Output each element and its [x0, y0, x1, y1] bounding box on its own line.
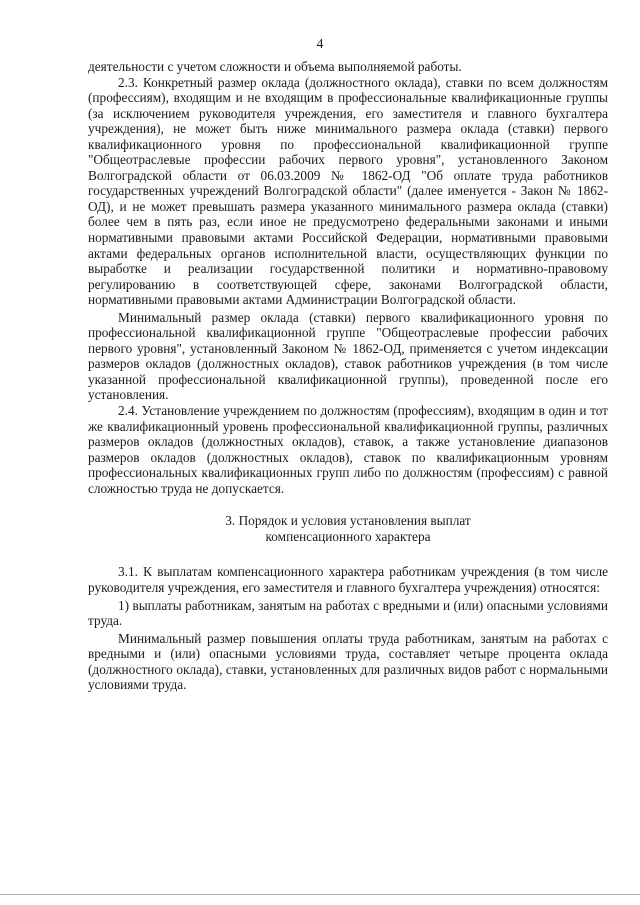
document-body [88, 59, 608, 693]
section-heading-line1: 3. Порядок и условия установления выплат [225, 513, 471, 529]
paragraph-3-1: 3.1. К выплатам компенсационного характера работникам учреждения (в том числе руководителя учреждения, его заместителя и главного бухгалтера учреждения) относятся: [88, 564, 608, 595]
paragraph-item-1: 1) выплаты работникам, занятым на работах с вредными и (или) опасными условиями труда. [88, 597, 608, 629]
paragraph-2-3: 2.3. Конкретный размер оклада (должностного оклада), ставки по всем должностям (профессиям), входящим и не входящим в профессиональные квалификационные группы (за исключением руководителя учреждения, его заместителя и главного бухгалтера учреждения), не может быть ниже минимального размера оклада (ставки) первого квалификационного уровня по профессиональной квалификационной группе "Общеотраслевые профессии рабочих первого уровня", установленного Законом Волгоградской области от 06.03.2009 № 1862-ОД "Об оплате труда работников государственных учреждений Волгоградской области" (далее именуется - Закон № 1862-ОД), и не может превышать размера указанного минимального размера оклада (ставки) более чем в пять раз, если иное не предусмотрено федеральными законами и иными нормативными правовыми актами Российской Федерации, нормативными правовыми актами федеральных органов исполнительной власти, осуществляющих функции по выработке и реализации государственной политики и нормативно-правовому регулированию в соответствующей сфере, законами Волгоградской области, нормативными правовыми актами Администрации Волгоградской области. [88, 74, 608, 308]
paragraph-continuation: деятельности с учетом сложности и объема выполняемой работы. [88, 59, 462, 74]
page-number: 4 [316, 36, 324, 51]
paragraph-min-increase: Минимальный размер повышения оплаты труда работникам, занятым на работах с вредными и (или) опасными условиями труда, составляет четыре процента оклада (должностного оклада), ставки, установленных для различных видов работ с нормальными условиями труда. [88, 630, 608, 693]
section-heading-line2: компенсационного характера [265, 528, 431, 544]
paragraph-min-salary: Минимальный размер оклада (ставки) первого квалификационного уровня по профессиональной квалификационной группе "Общеотраслевые профессии рабочих первого уровня", установленный Законом № 1862-ОД, применяется с учетом индексации размеров окладов (должностных окладов), ставок работников учреждения (в том числе указанной профессиональной квалификационной группы), проведенной после его установления. [88, 309, 608, 403]
scan-bottom-edge [0, 894, 640, 895]
paragraph-2-4: 2.4. Установление учреждением по должностям (профессиям), входящим в один и тот же квалификационный уровень профессиональной квалификационной группы, различных размеров окладов (должностных окладов), ставок, а также установление диапазонов размеров окладов (должностных окладов), ставок по квалификационным уровням профессиональных квалификационных групп либо по должностям (профессиям) с равной сложностью труда не допускается. [88, 403, 608, 496]
section-heading-3 [88, 513, 608, 544]
